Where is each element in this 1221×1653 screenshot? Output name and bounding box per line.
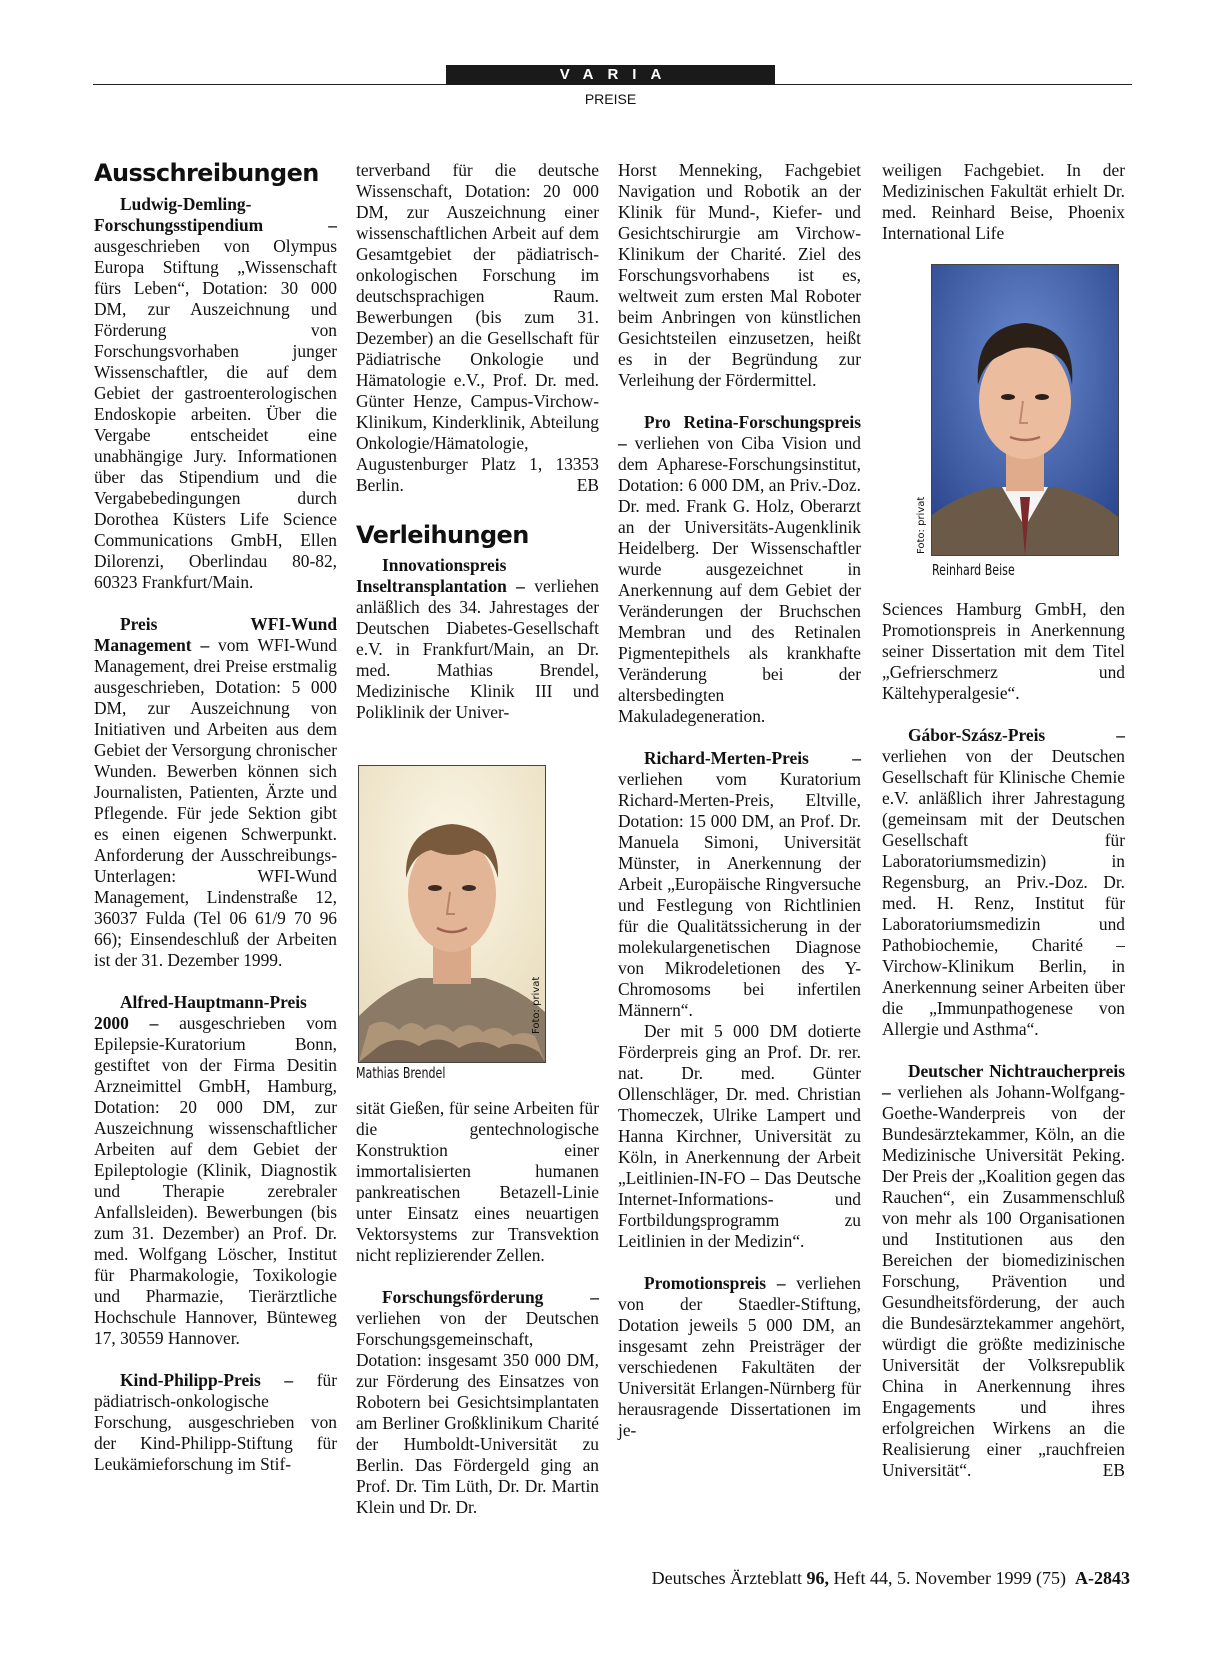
article-text: für pädiatrisch-onkologische Forschung, ausgeschrieben von der Kind-Philipp-Stiftung für Leukämieforschung im Stif- bbox=[94, 1370, 337, 1474]
article-nichtraucherpreis bbox=[882, 1061, 1125, 1481]
article-title: Forschungsförderung – bbox=[382, 1287, 599, 1307]
column-4 bbox=[882, 160, 1125, 244]
article-alfred-hauptmann bbox=[94, 992, 337, 1349]
article-text: ausgeschrieben vom Epilepsie-Kuratorium Bonn, gestiftet von der Firma Desitin Arzneimittel GmbH, Hamburg, Dotation: 20 000 DM, zur Auszeichnung wissenschaftlicher Arbeiten auf dem Gebiet der Epileptologie (Klinik, Diagnostik und Therapie zerebraler Anfallsleiden). Bewerbungen (bis zum 31. Dezember) an Prof. Dr. med. Wolfgang Löscher, Institut für Pharmakologie, Toxikologie und Pharmazie, Tierärztliche Hochschule Hannover, Bünteweg 17, 30559 Hannover. bbox=[94, 1013, 337, 1348]
journal-volume: 96, bbox=[806, 1568, 830, 1588]
article-title: Kind-Philipp-Preis – bbox=[120, 1370, 294, 1390]
article-title: Richard-Merten-Preis – bbox=[644, 748, 861, 768]
article-text: verliehen von der Staedler-Stiftung, Dotation jeweils 5 000 DM, an insgesamt zehn Preisträger der verschiedenen Fakultäten der Universität Erlangen-Nürnberg für herausragende Dissertationen im je- bbox=[618, 1273, 861, 1440]
article-text: verliehen anläßlich des 34. Jahrestages der Deutschen Diabetes-Gesellschaft e.V. in Frankfurt/Main, an Dr. med. Mathias Brendel, Medizinische Klinik III und Poliklinik der Univer- bbox=[356, 576, 599, 722]
article-promotionspreis bbox=[618, 1273, 861, 1441]
article-continuation: weiligen Fachgebiet. In der Medizinischen Fakultät erhielt Dr. med. Reinhard Beise, Phoenix International Life bbox=[882, 160, 1125, 243]
photo-credit: Foto: privat bbox=[531, 976, 542, 1034]
subsection-label: PREISE bbox=[584, 91, 637, 107]
article-text: verliehen als Johann-Wolfgang-Goethe-Wanderpreis von der Bundesärztekammer, Köln, an die Medizinische Universität Peking. Der Preis der „Koalition gegen das Rauchen“, ein Zusammenschluß von mehr als 100 Organisationen und Institutionen aus den Bereichen der biomedizinischen Forschung, Prävention und Gesundheitsförderung, der auch die Bundesärztekammer angehört, würdigt die größte medizinische Universität der Volksrepublik China in Anerkennung ihres Engagements und ihres erfolgreichen Wirkens an die Realisierung einer „rauchfreien Universität“. bbox=[882, 1082, 1125, 1480]
article-text: ausgeschrieben von Olympus Europa Stiftung „Wissenschaft fürs Leben“, Dotation: 30 000 DM, zur Auszeichnung und Förderung von Forschungsvorhaben junger Wissenschaftler, die auf dem Gebiet der gastroenterologischen Endoskopie arbeiten. Über die Vergabe entscheidet eine unabhängige Jury. Informationen über das Stipendium und die Vergabebedingungen durch Dorothea Küsters Life Science Communications GmbH, Ellen Dilorenzi, Oberlindau 80-82, 60323 Frankfurt/Main. bbox=[94, 236, 337, 592]
article-text: verliehen von der Deutschen Gesellschaft für Klinische Chemie e.V. anläßlich ihrer Jahrestagung (gemeinsam mit der Deutschen Gesellschaft für Laboratoriumsmedizin) in Regensburg, an Priv.-Doz. Dr. med. H. Renz, Institut für Laboratoriumsmedizin und Pathobiochemie, Charité – Virchow-Klinikum Berlin, in Anerkennung seiner Arbeiten über die „Immunpathogenese von Allergie und Asthma“. bbox=[882, 746, 1125, 1039]
article-ludwig-demling bbox=[94, 194, 337, 593]
article-title: Gábor-Szász-Preis – bbox=[908, 725, 1125, 745]
article-text: verliehen von der Deutschen Forschungsgemeinschaft, Dotation: insgesamt 350 000 DM, zur Förderung des Einsatzes von Robotern bei Gesichtsimplantaten am Berliner Großklinikum Charité der Humboldt-Universität zu Berlin. Das Fördergeld ging an Prof. Dr. Tim Lüth, Dr. Dr. Martin Klein und Dr. Dr. bbox=[356, 1308, 599, 1517]
article-title: Pro Retina-Forschungspreis – bbox=[618, 412, 861, 453]
journal-name: Deutsches Ärzteblatt bbox=[651, 1568, 803, 1588]
portrait-photo-brendel bbox=[358, 765, 546, 1063]
article-title: Innovationspreis Inseltransplantation – bbox=[356, 555, 525, 596]
article-continuation: Sciences Hamburg GmbH, den Promotionspreis in Anerkennung seiner Dissertation mit dem Titel „Gefrierschmerz und Kältehyperalgesie“. bbox=[882, 599, 1125, 703]
article-continuation: Horst Menneking, Fachgebiet Navigation und Robotik an der Klinik für Mund-, Kiefer- und Gesichtschirurgie am Virchow-Klinikum der Charité. Ziel des Forschungsvorhabens ist es, weltweit zum ersten Mal Roboter beim Anbringen von künstlichen Gesichtsteilen einzusetzen, heißt es in der Begründung zur Verleihung der Fördermittel. bbox=[618, 160, 861, 390]
page-number: A-2843 bbox=[1075, 1568, 1130, 1588]
column-2 bbox=[356, 160, 599, 723]
column-2-lower bbox=[356, 1098, 599, 1518]
article-text: verliehen von Ciba Vision und dem Apharese-Forschungsinstitut, Dotation: 6 000 DM, an Priv.-Doz. Dr. med. Frank G. Holz, Oberarzt an der Universitäts-Augenklinik Heidelberg. Der Wissenschaftler wurde ausgezeichnet in Anerkennung auf dem Gebiet der Veränderungen der Bruchschen Membran und des Retinalen Pigmentepithels als krankhafte Veränderung bei der altersbedingten Makuladegeneration. bbox=[618, 433, 861, 726]
article-text: vom WFI-Wund Management, drei Preise erstmalig ausgeschrieben, Dotation: 5 000 DM, zur Auszeichnung von Initiativen und Arbeiten aus dem Gebiet der Versorgung chronischer Wunden. Bewerben können sich Journalisten, Patienten, Ärzte und Pflegende. Für jede Sektion gibt es einen eigenen Schwerpunkt. Anforderung der Ausschreibungs-Unterlagen: WFI-Wund Management, Lindenstraße 12, 36037 Fulda (Tel 06 61/9 70 96 66); Einsendeschluß der Arbeiten ist der 31. Dezember 1999. bbox=[94, 635, 337, 970]
portrait-image bbox=[359, 766, 545, 1062]
section-label: VARIA bbox=[446, 65, 775, 85]
heading-verleihungen: Verleihungen bbox=[356, 521, 529, 549]
article-richard-merten bbox=[618, 748, 861, 1021]
page-footer bbox=[652, 1568, 1130, 1589]
article-wfi-wund bbox=[94, 614, 337, 971]
photo-caption-beise: Reinhard Beise bbox=[932, 561, 1015, 579]
photo-caption-brendel: Mathias Brendel bbox=[356, 1064, 446, 1082]
article-continuation: sität Gießen, für seine Arbeiten für die gentechnologische Konstruktion einer immortalisierten humanen pankreatischen Betazell-Linie unter Einsatz eines neuartigen Vektorsystems zur Transvektion nicht replizierender Zellen. bbox=[356, 1098, 599, 1265]
article-title: Alfred-Hauptmann-Preis 2000 – bbox=[94, 992, 307, 1033]
article-gabor-szasz bbox=[882, 725, 1125, 1040]
article-continuation: terverband für die deutsche Wissenschaft, Dotation: 20 000 DM, zur Auszeichnung einer wissenschaftlichen Arbeit auf dem Gesamtgebiet der pädiatrisch-onkologischen Forschung im deutschsprachigen Raum. Bewerbungen (bis zum 31. Dezember) an die Gesellschaft für Pädiatrische Onkologie und Hämatologie e.V., Prof. Dr. med. Günter Henze, Campus-Virchow-Klinikum, Kinderklinik, Abteilung Onkologie/Hämatologie, Augustenburger Platz 1, 13353 Berlin. EB bbox=[356, 160, 599, 495]
journal-issue: Heft 44, 5. November 1999 (75) bbox=[833, 1568, 1066, 1588]
portrait-image bbox=[932, 265, 1118, 555]
heading-ausschreibungen: Ausschreibungen bbox=[94, 159, 319, 187]
article-forschungsfoerderung bbox=[356, 1287, 599, 1518]
author-signature: EB bbox=[576, 475, 599, 495]
portrait-photo-beise bbox=[931, 264, 1119, 556]
article-innovationspreis bbox=[356, 555, 599, 723]
photo-credit: Foto: privat bbox=[916, 496, 927, 554]
article-title: Preis WFI-Wund Management – bbox=[94, 614, 337, 655]
article-kind-philipp bbox=[94, 1370, 337, 1475]
article-foerderpreis: Der mit 5 000 DM dotierte Förderpreis ging an Prof. Dr. rer. nat. Dr. med. Günter Ollenschläger, Dr. med. Christian Thomeczek, Ulrike Lampert und Hanna Kirchner, Universität zu Köln, in Anerkennung der Arbeit „Leitlinien-IN-FO – Das Deutsche Internet-Informations- und Fortbildungsprogramm zu Leitlinien in der Medizin“. bbox=[618, 1021, 861, 1251]
column-3 bbox=[618, 160, 861, 1441]
article-title: Deutscher Nichtraucherpreis – bbox=[882, 1061, 1125, 1102]
article-text: verliehen vom Kuratorium Richard-Merten-Preis, Eltville, Dotation: 15 000 DM, an Prof. Dr. Manuela Simoni, Universität Münster, in Anerkennung der Arbeit „Europäische Ringversuche und Festlegung von Richtlinien für die Qualitätssicherung in der molekulargenetischen Diagnose von Mikrodeletionen des Y-Chromosoms bei infertilen Männern“. bbox=[618, 769, 861, 1020]
article-title: Promotionspreis – bbox=[644, 1273, 786, 1293]
column-4-lower bbox=[882, 599, 1125, 1481]
article-title: Ludwig-Demling-Forschungsstipendium – bbox=[94, 194, 337, 235]
author-signature: EB bbox=[1102, 1460, 1125, 1480]
column-1 bbox=[94, 160, 337, 1475]
article-pro-retina bbox=[618, 412, 861, 727]
